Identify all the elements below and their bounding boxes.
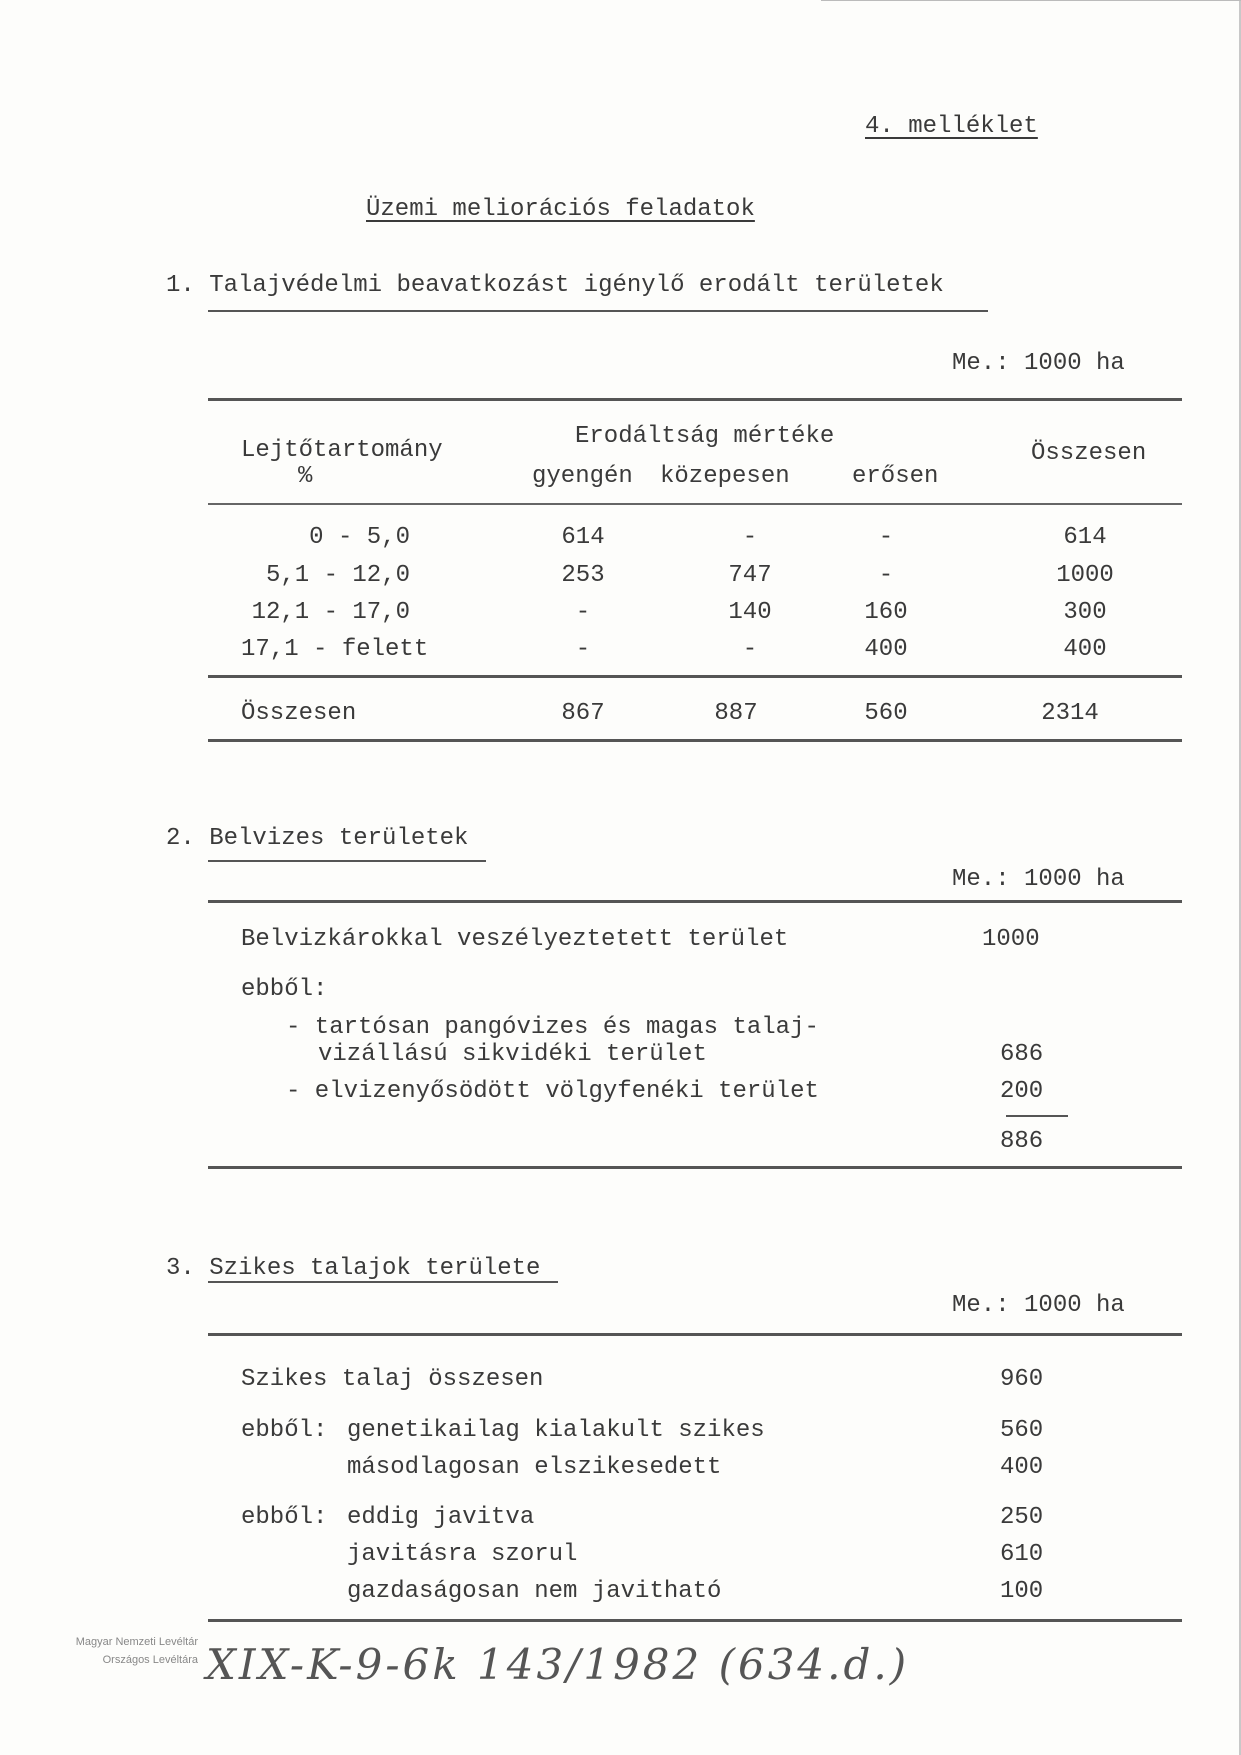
archive-stamp-line1: Magyar Nemzeti Levéltár	[75, 1636, 198, 1648]
szikes-of-which-2: ebből:	[241, 1504, 328, 1531]
row-weak: 614	[561, 524, 605, 551]
szikes-b3-value: 100	[1000, 1578, 1044, 1605]
row-medium: -	[742, 636, 758, 663]
row-weak: -	[575, 599, 591, 626]
szikes-a1-label: genetikailag kialakult szikes	[347, 1417, 765, 1444]
row-medium: -	[742, 524, 758, 551]
section3-heading: 3. Szikes talajok területe	[166, 1255, 541, 1282]
szikes-b2-value: 610	[1000, 1541, 1044, 1568]
belviz-subtotal-rule	[1006, 1115, 1068, 1117]
belviz-item2-label: - elvizenyősödött völgyfenéki terület	[286, 1078, 819, 1105]
row-range: 12,1 - 17,0	[251, 599, 410, 626]
section1-heading: 1. Talajvédelmi beavatkozást igénylő erodált területek	[166, 272, 944, 299]
col-slope-unit: %	[298, 463, 313, 490]
szikes-b3-label: gazdaságosan nem javitható	[347, 1578, 722, 1605]
szikes-a2-value: 400	[1000, 1454, 1044, 1481]
section2-heading: 2. Belvizes területek	[166, 825, 469, 852]
section2-bottom-rule	[208, 1166, 1182, 1169]
sum-total: 2314	[1041, 700, 1099, 727]
section1-table-top-rule	[208, 398, 1182, 401]
belviz-item2-value: 200	[1000, 1078, 1044, 1105]
row-total: 300	[1063, 599, 1107, 626]
belviz-sum-value: 886	[1000, 1128, 1044, 1155]
col-erosion-header: Erodáltság mértéke	[575, 423, 835, 450]
col-total-header: Összesen	[1031, 440, 1147, 467]
belviz-item1-line1: - tartósan pangóvizes és magas talaj-	[286, 1014, 819, 1041]
szikes-b1-value: 250	[1000, 1504, 1044, 1531]
szikes-b2-label: javitásra szorul	[347, 1541, 578, 1568]
col-medium-header: közepesen	[660, 463, 790, 490]
belviz-item1-value: 686	[1000, 1041, 1044, 1068]
sum-medium: 887	[714, 700, 758, 727]
row-range: 17,1 - felett	[241, 636, 429, 663]
section2-unit: Me.: 1000 ha	[952, 866, 1125, 893]
szikes-of-which-1: ebből:	[241, 1417, 328, 1444]
row-range: 0 - 5,0	[309, 524, 410, 551]
page-top-border	[821, 0, 1241, 1]
row-strong: 160	[864, 599, 908, 626]
col-slope-header: Lejtőtartomány	[241, 437, 443, 464]
belviz-main-label: Belvizkárokkal veszélyeztetett terület	[241, 926, 789, 953]
section3-bottom-rule	[208, 1619, 1182, 1622]
row-range: 5,1 - 12,0	[265, 562, 410, 589]
section2-heading-underline	[208, 860, 486, 862]
sum-weak: 867	[561, 700, 605, 727]
belviz-main-value: 1000	[982, 926, 1040, 953]
section3-unit: Me.: 1000 ha	[952, 1292, 1125, 1319]
section1-heading-underline	[208, 310, 988, 312]
archive-stamp-line2: Országos Levéltára	[102, 1654, 198, 1666]
col-weak-header: gyengén	[532, 463, 633, 490]
sum-strong: 560	[864, 700, 908, 727]
row-strong: 400	[864, 636, 908, 663]
row-weak: 253	[561, 562, 605, 589]
row-strong: -	[878, 524, 894, 551]
section1-unit: Me.: 1000 ha	[952, 350, 1125, 377]
section1-sum-rule	[208, 675, 1182, 678]
belviz-item1-line2: vizállású sikvidéki terület	[318, 1041, 707, 1068]
row-medium: 747	[728, 562, 772, 589]
row-weak: -	[575, 636, 591, 663]
section3-top-rule	[208, 1333, 1182, 1336]
szikes-a2-label: másodlagosan elszikesedett	[347, 1454, 722, 1481]
sum-label: Összesen	[241, 700, 357, 727]
belviz-of-which: ebből:	[241, 976, 328, 1003]
archive-reference-handwritten: XIX-K-9-6k 143/1982 (634.d.)	[206, 1640, 910, 1689]
row-strong: -	[878, 562, 894, 589]
row-total: 400	[1063, 636, 1107, 663]
section1-header-rule	[208, 503, 1182, 505]
row-medium: 140	[728, 599, 772, 626]
page-title: Üzemi meliorációs feladatok	[366, 196, 755, 223]
col-strong-header: erősen	[852, 463, 939, 490]
szikes-total-value: 960	[1000, 1366, 1044, 1393]
szikes-total-label: Szikes talaj összesen	[241, 1366, 544, 1393]
section1-bottom-rule	[208, 739, 1182, 742]
szikes-a1-value: 560	[1000, 1417, 1044, 1444]
row-total: 614	[1063, 524, 1107, 551]
section2-top-rule	[208, 900, 1182, 903]
section3-heading-underline	[208, 1281, 558, 1283]
row-total: 1000	[1056, 562, 1114, 589]
annex-label: 4. melléklet	[865, 113, 1038, 140]
szikes-b1-label: eddig javitva	[347, 1504, 535, 1531]
